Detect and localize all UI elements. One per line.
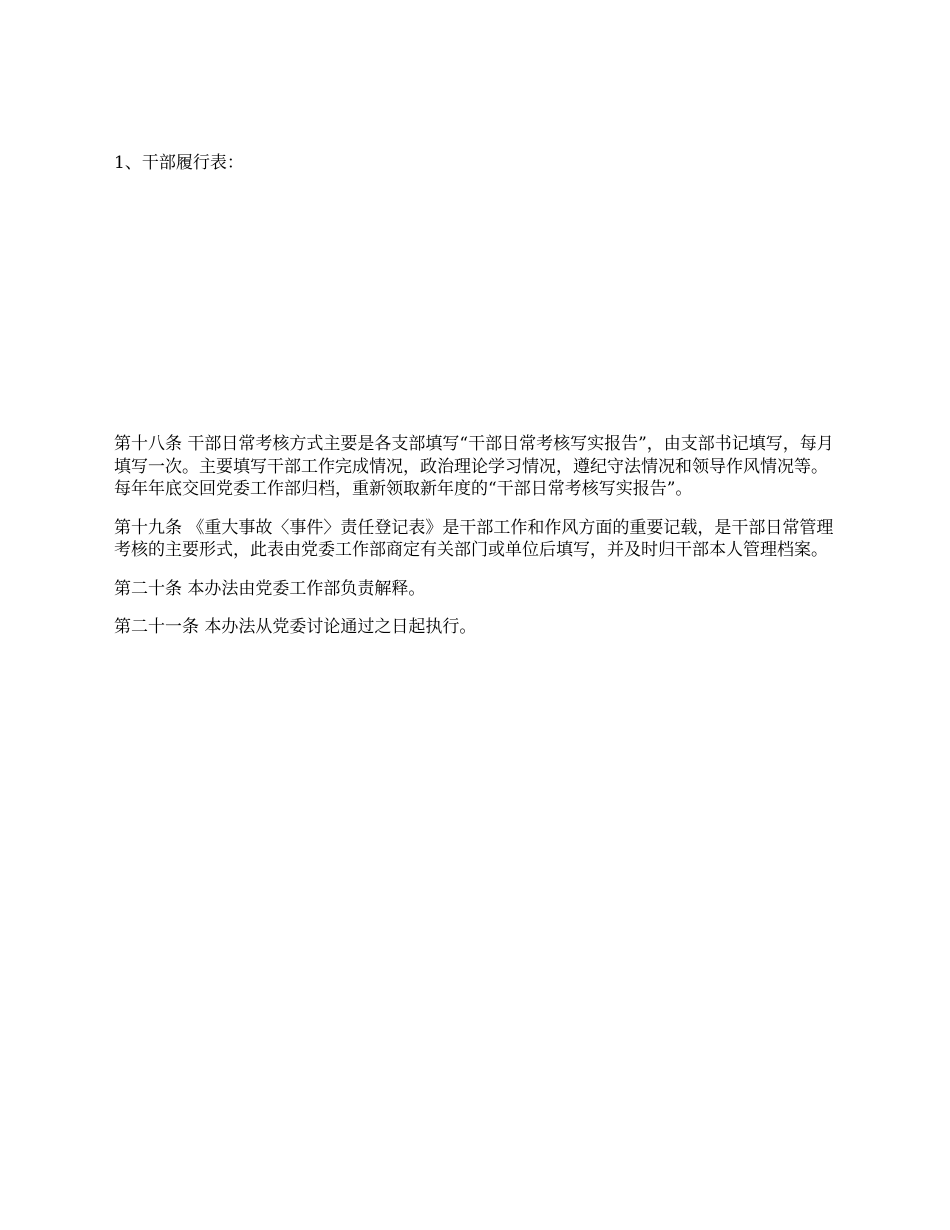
article-20-paragraph: 第二十条 本办法由党委工作部负责解释。 (114, 578, 426, 599)
document-body (114, 433, 844, 655)
item-heading: 1、干部履行表： (114, 153, 244, 173)
article-19-paragraph: 第十九条 《重大事故〈事件〉责任登记表》是干部工作和作风方面的重要记载，是干部日常管理考核的主要形式，此表由党委工作部商定有关部门或单位后填写，并及时归干部本人管理档案。 (114, 517, 834, 560)
article-18-paragraph: 第十八条 干部日常考核方式主要是各支部填写“干部日常考核写实报告”，由支部书记填写，每月填写一次。主要填写干部工作完成情况，政治理论学习情况，遵纪守法情况和领导作风情况等。每年年底交回党委工作部归档，重新领取新年度的“干部日常考核写实报告”。 (114, 434, 834, 499)
article-21-paragraph: 第二十一条 本办法从党委讨论通过之日起执行。 (114, 617, 477, 637)
